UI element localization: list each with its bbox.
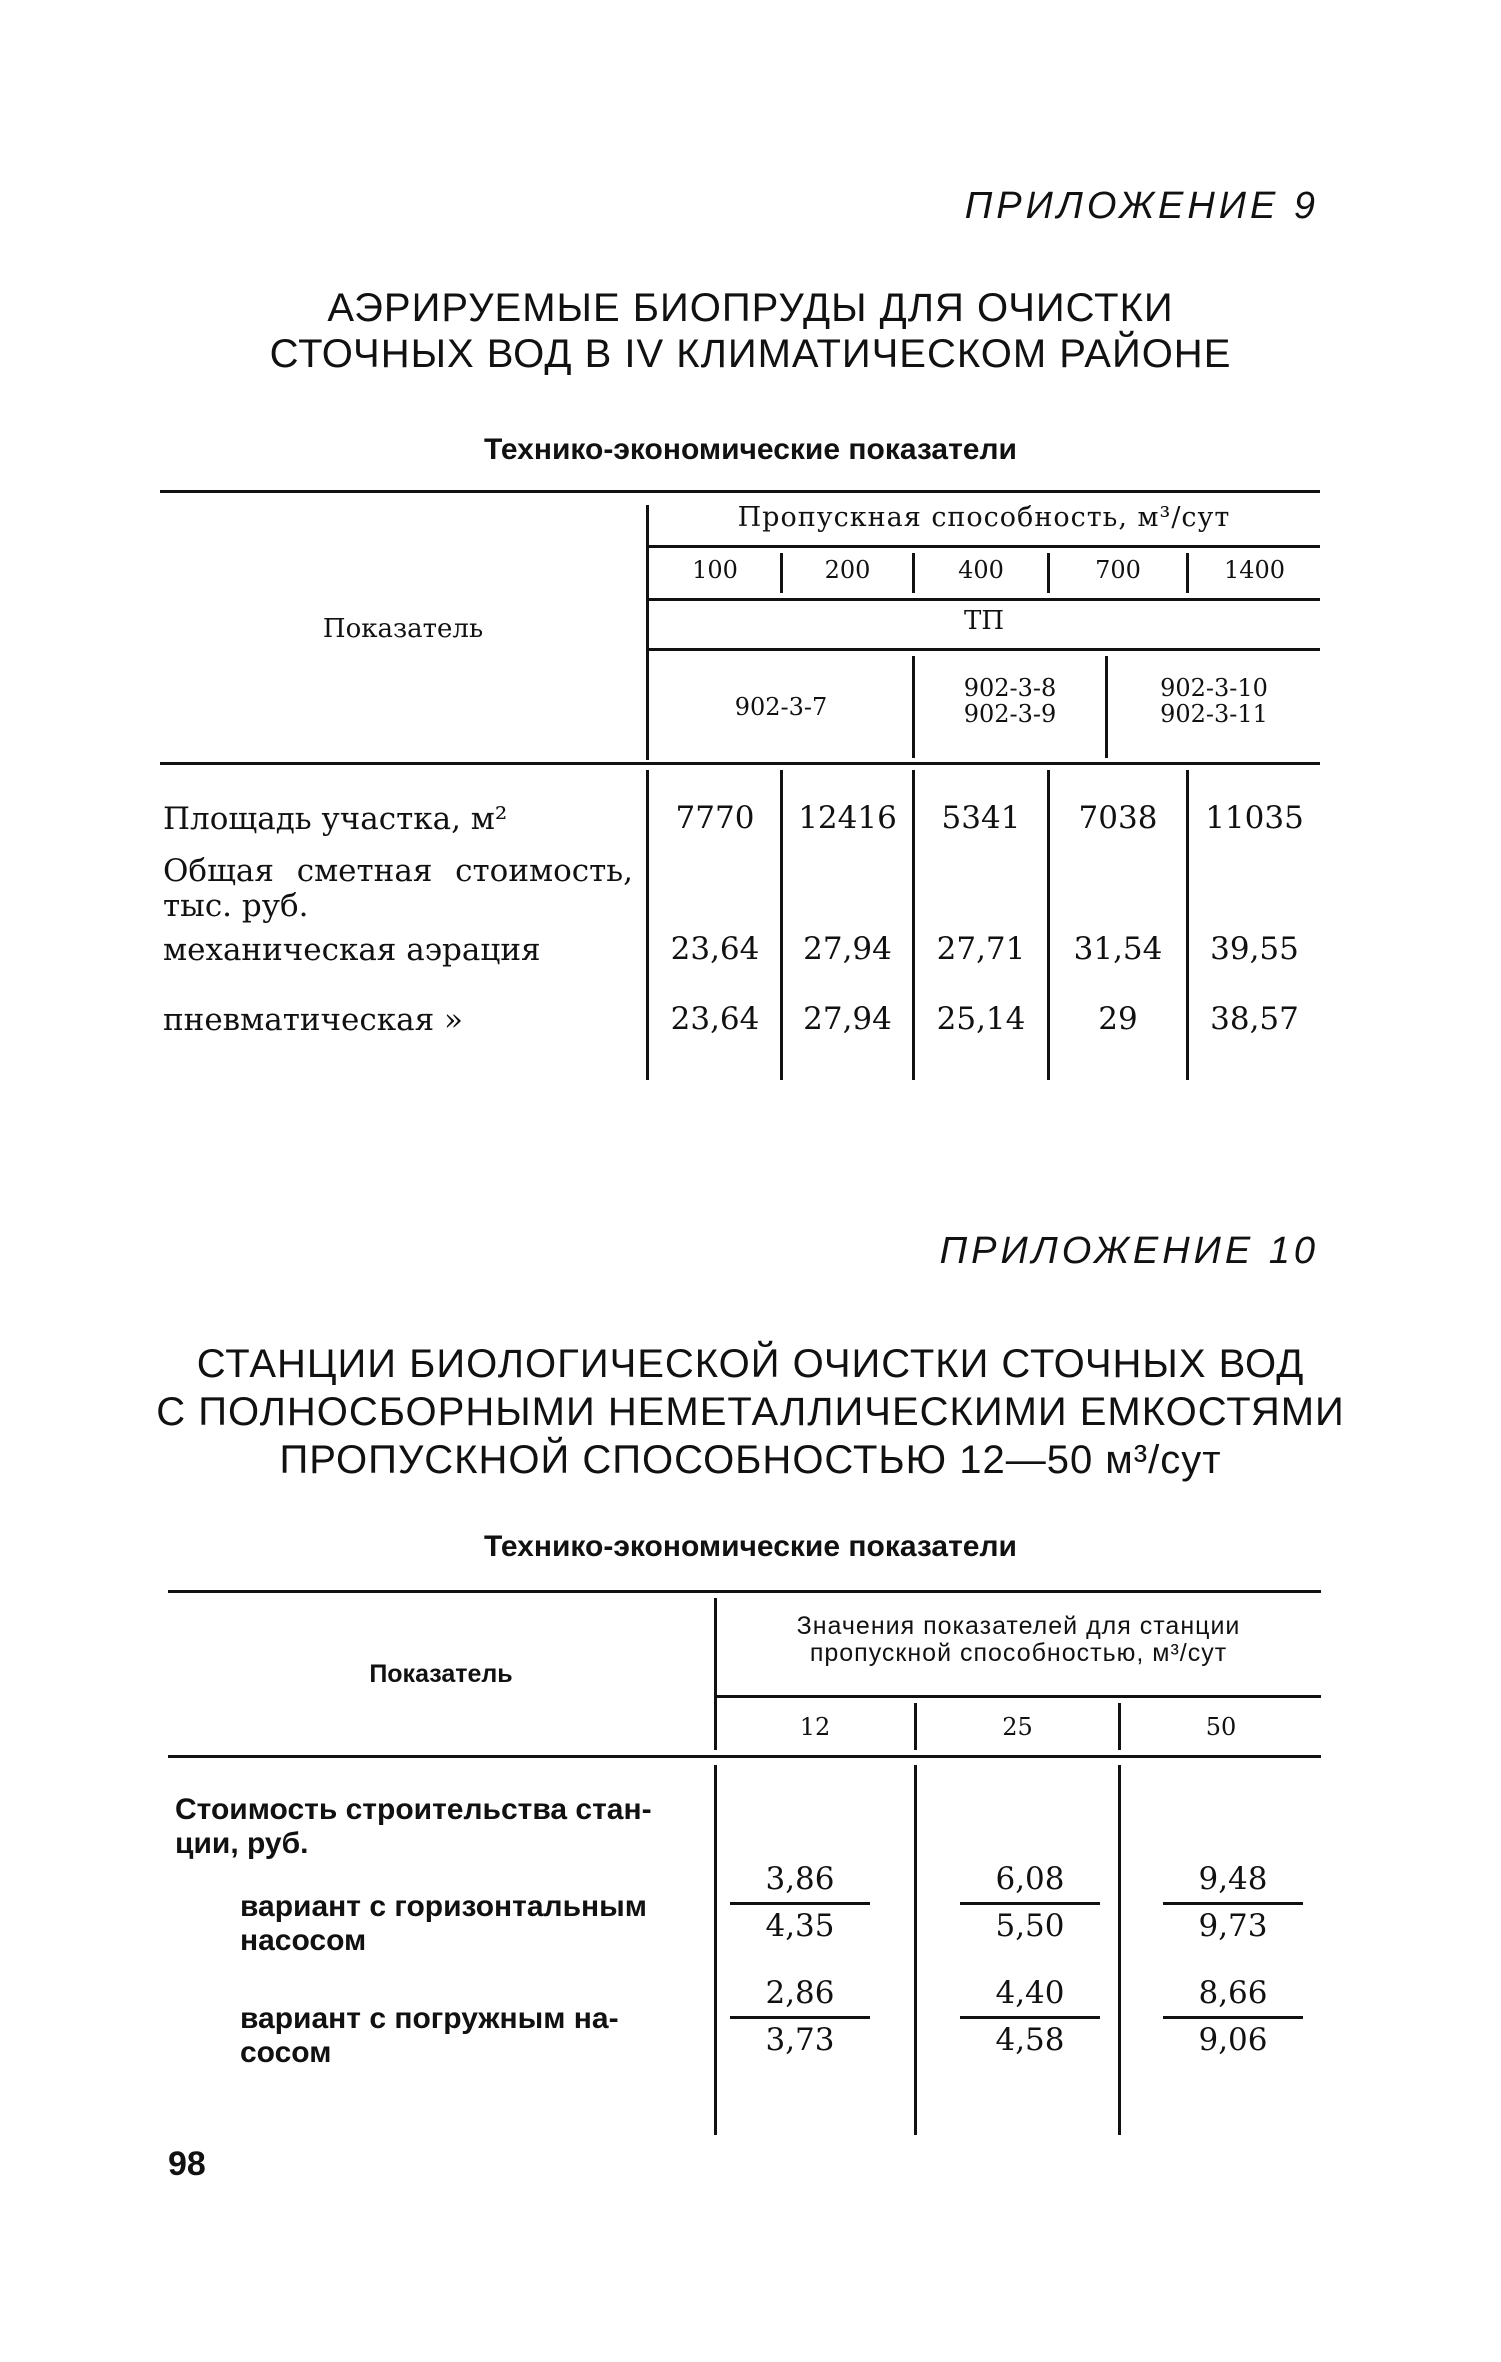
table9-tp-rule [648,648,1320,651]
table10-fraction [960,1974,1100,2059]
fraction-top: 2,86 [730,1974,870,2019]
table9-cell: 12416 [798,800,897,836]
appendix-9-label: ПРИЛОЖЕНИЕ 9 [964,185,1319,227]
appendix-10-title-line1: СТАНЦИИ БИОЛОГИЧЕСКОЙ ОЧИСТКИ СТОЧНЫХ ВОД [196,1342,1305,1386]
table10-body-sep-0 [714,1765,717,2135]
table9-tp-header: ТП [963,606,1004,636]
fraction-top: 4,40 [960,1974,1100,2019]
table9-numbers-rule [648,598,1320,601]
fraction-bottom: 5,50 [995,1908,1065,1944]
table9-cell: 29 [1098,1001,1138,1037]
fraction-bottom: 9,06 [1198,2022,1268,2058]
table9-cell: 31,54 [1073,931,1163,967]
table10-values-header [716,1613,1321,1667]
table9-tp-group-2 [915,675,1105,727]
table9-cell: 27,94 [803,931,892,967]
table10-fraction [1163,1860,1303,1945]
table9-row-cost-label: Общая сметная стоимость, тыс. руб. [163,853,633,924]
table9-row-mech-label: механическая аэрация [163,932,541,968]
table9-cell: 39,55 [1210,931,1299,967]
table9-header-bottom-rule [160,762,1320,765]
table10-top-rule [168,1590,1321,1593]
table9-cell: 7770 [675,800,755,836]
fraction-top: 6,08 [960,1860,1100,1905]
table10-fraction [730,1974,870,2059]
table10-body-sep-2 [1118,1765,1121,2135]
table10-values-header-line2: пропускной способностью, м³/сут [809,1639,1228,1667]
table9-cell: 23,64 [670,1001,760,1037]
tp-group-2-line2: 902-3-9 [963,700,1057,728]
table9-capacity-1400: 1400 [1223,556,1286,584]
table9-cell: 38,57 [1210,1001,1299,1037]
table9-cell: 25,14 [936,1001,1026,1037]
table9-cell: 5341 [941,800,1021,836]
table9-cell: 7038 [1078,800,1158,836]
table9-capacity-400: 400 [958,556,1004,584]
fraction-top: 8,66 [1163,1974,1303,2019]
table9-capacity-header: Пропускная способность, м³/сут [737,502,1231,533]
table10-body-sep-1 [914,1765,917,2135]
table10-fraction [960,1860,1100,1945]
fraction-bottom: 4,58 [995,2022,1065,2058]
table9-top-rule [160,490,1320,493]
table9-capacity-700: 700 [1095,556,1141,584]
table10-indicator-header: Показатель [369,1660,513,1688]
appendix-9-subtitle: Технико-экономические показатели [484,433,1017,466]
tp-group-3-line2: 902-3-11 [1160,700,1268,728]
table9-row-pneu-label: пневматическая » [163,1002,463,1038]
table9-indicator-header: Показатель [322,614,484,644]
fraction-top: 9,48 [1163,1860,1303,1905]
appendix-10-title-line2: С ПОЛНОСБОРНЫМИ НЕМЕТАЛЛИЧЕСКИМИ ЕМКОСТЯМИ [156,1390,1345,1434]
table10-values-header-line1: Значения показателей для станции [796,1612,1241,1640]
tp-group-2-line1: 902-3-8 [963,674,1057,702]
table10-group-label: Стоимость строительства стан-ции, руб. [175,1793,652,1860]
table9-tp-group-3 [1108,675,1320,727]
table10-variant-2-label: вариант с погружным на-сосом [240,2002,619,2069]
appendix-10-subtitle: Технико-экономические показатели [484,1530,1017,1563]
fraction-bottom: 4,35 [765,1908,835,1944]
appendix-9-title-line2: СТОЧНЫХ ВОД В IV КЛИМАТИЧЕСКОМ РАЙОНЕ [269,332,1232,376]
appendix-9-title [0,285,1501,377]
table10-values-rule [716,1695,1321,1698]
table10-variant-1-label: вариант с горизонтальным насосом [240,1890,647,1957]
table9-cell: 23,64 [670,931,760,967]
fraction-top: 3,86 [730,1860,870,1905]
table10-capacity-50: 50 [1205,1713,1237,1741]
table9-body-sep-0 [646,770,649,1080]
table9-tp-group-1 [650,693,912,721]
appendix-10-title [0,1340,1501,1484]
table9-cell: 11035 [1205,800,1304,836]
table9-cell: 27,71 [936,931,1026,967]
appendix-9-title-line1: АЭРИРУЕМЫЕ БИОПРУДЫ ДЛЯ ОЧИСТКИ [327,286,1174,330]
table9-capacity-100: 100 [692,556,738,584]
appendix-10-label: ПРИЛОЖЕНИЕ 10 [939,1230,1319,1272]
fraction-bottom: 3,73 [765,2022,835,2058]
tp-group-1-line1: 902-3-7 [734,693,828,721]
page-number: 98 [168,2145,206,2183]
table10-capacity-25: 25 [1002,1713,1033,1741]
table9-capacity-200: 200 [824,556,871,584]
table9-capacity-rule [648,545,1320,548]
table10-header-bottom-rule [168,1755,1321,1758]
table9-row-area-label: Площадь участка, м² [163,801,508,837]
table10-capacity-12: 12 [799,1713,831,1741]
tp-group-3-line1: 902-3-10 [1160,674,1268,702]
fraction-bottom: 9,73 [1198,1908,1268,1944]
table10-fraction [730,1860,870,1945]
table9-cell: 27,94 [803,1001,892,1037]
appendix-10-title-line3: ПРОПУСКНОЙ СПОСОБНОСТЬЮ 12—50 м³/сут [279,1438,1222,1482]
table10-fraction [1163,1974,1303,2059]
